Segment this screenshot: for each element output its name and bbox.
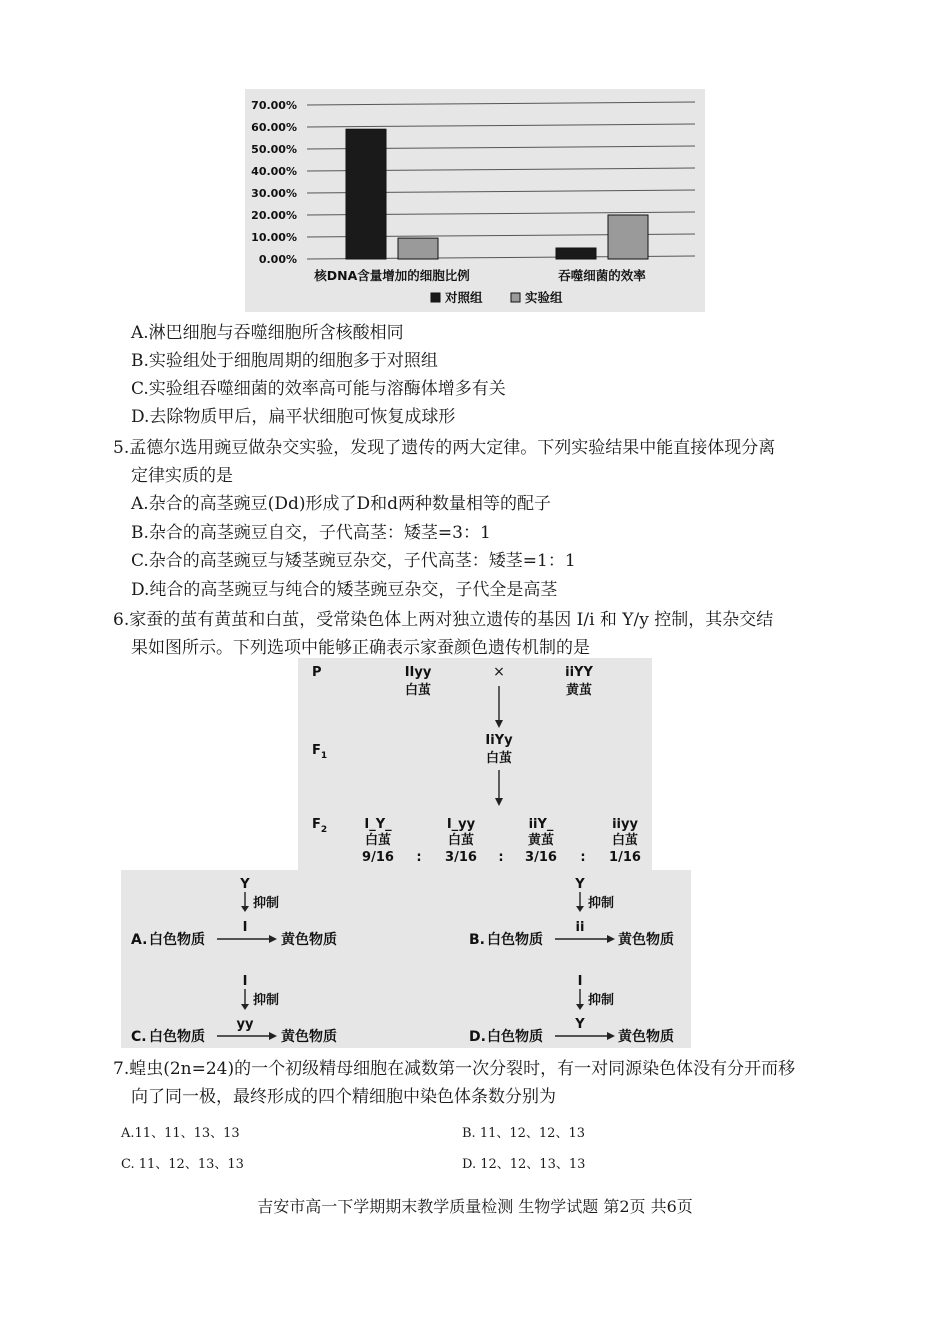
option-d-from: 白色物质 <box>487 1029 543 1045</box>
y-tick-label: 40.00% <box>251 165 297 178</box>
bar-control-2 <box>556 248 596 259</box>
option-b-from: 白色物质 <box>487 932 543 948</box>
f2-phenotype-3: 黄茧 <box>527 833 555 848</box>
gridline <box>307 102 695 105</box>
legend-label: 对照组 <box>445 290 483 305</box>
mechanism-option-b <box>469 877 674 948</box>
f2-ratio-3: 3/16 <box>525 850 557 865</box>
generation-f1-label: $F_1$ <box>312 743 328 761</box>
f1-genotype: IiYy <box>485 733 513 748</box>
q4-option-d: D.去除物质甲后，扁平状细胞可恢复成球形 <box>131 407 456 427</box>
gridline <box>307 124 695 127</box>
f2-genotype-4: iiyy <box>612 817 638 832</box>
legend-swatch <box>511 293 520 302</box>
q7-option-a: A.11、11、13、13 <box>121 1126 240 1141</box>
f2-ratio-2: 3/16 <box>445 850 477 865</box>
category-label: 核DNA含量增加的细胞比例 <box>314 268 470 283</box>
legend-swatch <box>431 293 440 302</box>
bar-experimental-2 <box>608 215 648 259</box>
q5-option-d: D.纯合的高茎豌豆与纯合的矮茎豌豆杂交，子代全是高茎 <box>131 580 558 600</box>
q5-option-a: A.杂合的高茎豌豆(Dd)形成了D和d两种数量相等的配子 <box>131 494 551 514</box>
category-label: 吞噬细菌的效率 <box>558 268 646 283</box>
option-a-from: 白色物质 <box>149 932 205 948</box>
q7-option-b: B. 11、12、12、13 <box>462 1126 585 1141</box>
q7-option-c: C. 11、12、13、13 <box>121 1157 244 1172</box>
ratio-colon-3: : <box>580 850 586 865</box>
option-d-letter: D. <box>469 1029 486 1045</box>
option-a-enzyme: I <box>242 920 248 935</box>
option-c-inhibit-word: 抑制 <box>253 993 280 1008</box>
q6-stem-line2: 果如图所示。下列选项中能够正确表示家蚕颜色遗传机制的是 <box>131 638 590 658</box>
option-c-inhibitor: I <box>242 974 248 989</box>
q4-option-c: C.实验组吞噬细菌的效率高可能与溶酶体增多有关 <box>131 379 506 399</box>
ratio-colon-2: : <box>498 850 504 865</box>
arrow-f1-to-f2-head <box>495 798 503 806</box>
cross-symbol: × <box>493 664 505 680</box>
q6-stem-line1: 6.家蚕的茧有黄茧和白茧，受常染色体上两对独立遗传的基因 I/i 和 Y/y 控制，其杂交结 <box>113 610 774 630</box>
option-b-inhibitor: Y <box>575 877 585 892</box>
option-a-inhibit-word: 抑制 <box>253 896 280 911</box>
option-c-enzyme: yy <box>236 1017 254 1032</box>
ratio-colon-1: : <box>416 850 422 865</box>
option-b-to: 黄色物质 <box>618 932 674 948</box>
f2-genotype-2: I_yy <box>446 817 476 832</box>
q7-stem-line1: 7.蝗虫(2n=24)的一个初级精母细胞在减数第一次分裂时，有一对同源染色体没有分开而移 <box>113 1059 796 1079</box>
f1-phenotype: 白茧 <box>485 751 513 766</box>
f2-genotype-1: I_Y_ <box>364 817 392 832</box>
option-d-inhibit-word: 抑制 <box>588 993 615 1008</box>
bar-chart <box>245 89 705 312</box>
q7-stem-line2: 向了同一极，最终形成的四个精细胞中染色体条数分别为 <box>131 1087 556 1107</box>
q5-option-b: B.杂合的高茎豌豆自交，子代高茎：矮茎=3：1 <box>131 523 491 543</box>
y-tick-label: 10.00% <box>251 231 297 244</box>
q5-stem-line2: 定律实质的是 <box>131 466 233 486</box>
option-c-letter: C. <box>131 1029 147 1045</box>
option-b-letter: B. <box>469 932 485 948</box>
generation-p-label: P <box>312 665 322 680</box>
arrow-p-to-f1-head <box>495 720 503 728</box>
p2-phenotype: 黄茧 <box>565 683 593 698</box>
generation-f2-label: $F_2$ <box>312 817 328 835</box>
y-tick-label: 20.00% <box>251 209 297 222</box>
q5-option-c: C.杂合的高茎豌豆与矮茎豌豆杂交，子代高茎：矮茎=1：1 <box>131 551 576 571</box>
q4-option-a: A.淋巴细胞与吞噬细胞所含核酸相同 <box>131 323 404 343</box>
p1-genotype: IIyy <box>404 665 432 680</box>
option-d-inhibitor: I <box>577 974 583 989</box>
f2-genotype-3: iiY_ <box>528 817 554 832</box>
option-b-inhibit-word: 抑制 <box>588 896 615 911</box>
f2-phenotype-2: 白茧 <box>447 833 475 848</box>
p1-phenotype: 白茧 <box>404 683 432 698</box>
option-b-enzyme: ii <box>575 920 585 935</box>
bar-control-1 <box>346 129 386 259</box>
mechanism-options <box>121 870 691 1048</box>
q4-option-b: B.实验组处于细胞周期的细胞多于对照组 <box>131 351 438 371</box>
option-a-letter: A. <box>131 932 148 948</box>
f2-phenotype-1: 白茧 <box>364 833 392 848</box>
mechanism-option-c <box>131 974 337 1045</box>
p2-genotype: iiYY <box>565 665 593 680</box>
y-tick-label: 0.00% <box>258 253 297 266</box>
option-c-to: 黄色物质 <box>281 1029 337 1045</box>
bar-chart-svg <box>245 89 705 312</box>
mechanism-option-a <box>131 877 337 948</box>
cross-diagram-svg <box>298 658 652 870</box>
option-d-enzyme: Y <box>575 1017 585 1032</box>
option-c-from: 白色物质 <box>149 1029 205 1045</box>
f2-phenotype-4: 白茧 <box>611 833 639 848</box>
option-d-to: 黄色物质 <box>618 1029 674 1045</box>
y-tick-label: 60.00% <box>251 121 297 134</box>
option-a-inhibitor: Y <box>240 877 250 892</box>
mechanism-option-d <box>469 974 674 1045</box>
bar-experimental-1 <box>398 238 438 259</box>
mechanism-options-svg <box>121 870 691 1048</box>
y-tick-label: 30.00% <box>251 187 297 200</box>
f2-ratio-1: 9/16 <box>362 850 394 865</box>
f2-ratio-4: 1/16 <box>609 850 641 865</box>
y-tick-label: 50.00% <box>251 143 297 156</box>
q5-stem-line1: 5.孟德尔选用豌豆做杂交实验，发现了遗传的两大定律。下列实验结果中能直接体现分离 <box>113 438 776 458</box>
y-tick-label: 70.00% <box>251 99 297 112</box>
legend-label: 实验组 <box>525 290 563 305</box>
option-a-to: 黄色物质 <box>281 932 337 948</box>
page-footer: 吉安市高一下学期期末教学质量检测 生物学试题 第2页 共6页 <box>257 1197 693 1216</box>
q7-option-d: D. 12、12、13、13 <box>462 1157 586 1172</box>
cross-diagram <box>298 658 652 870</box>
